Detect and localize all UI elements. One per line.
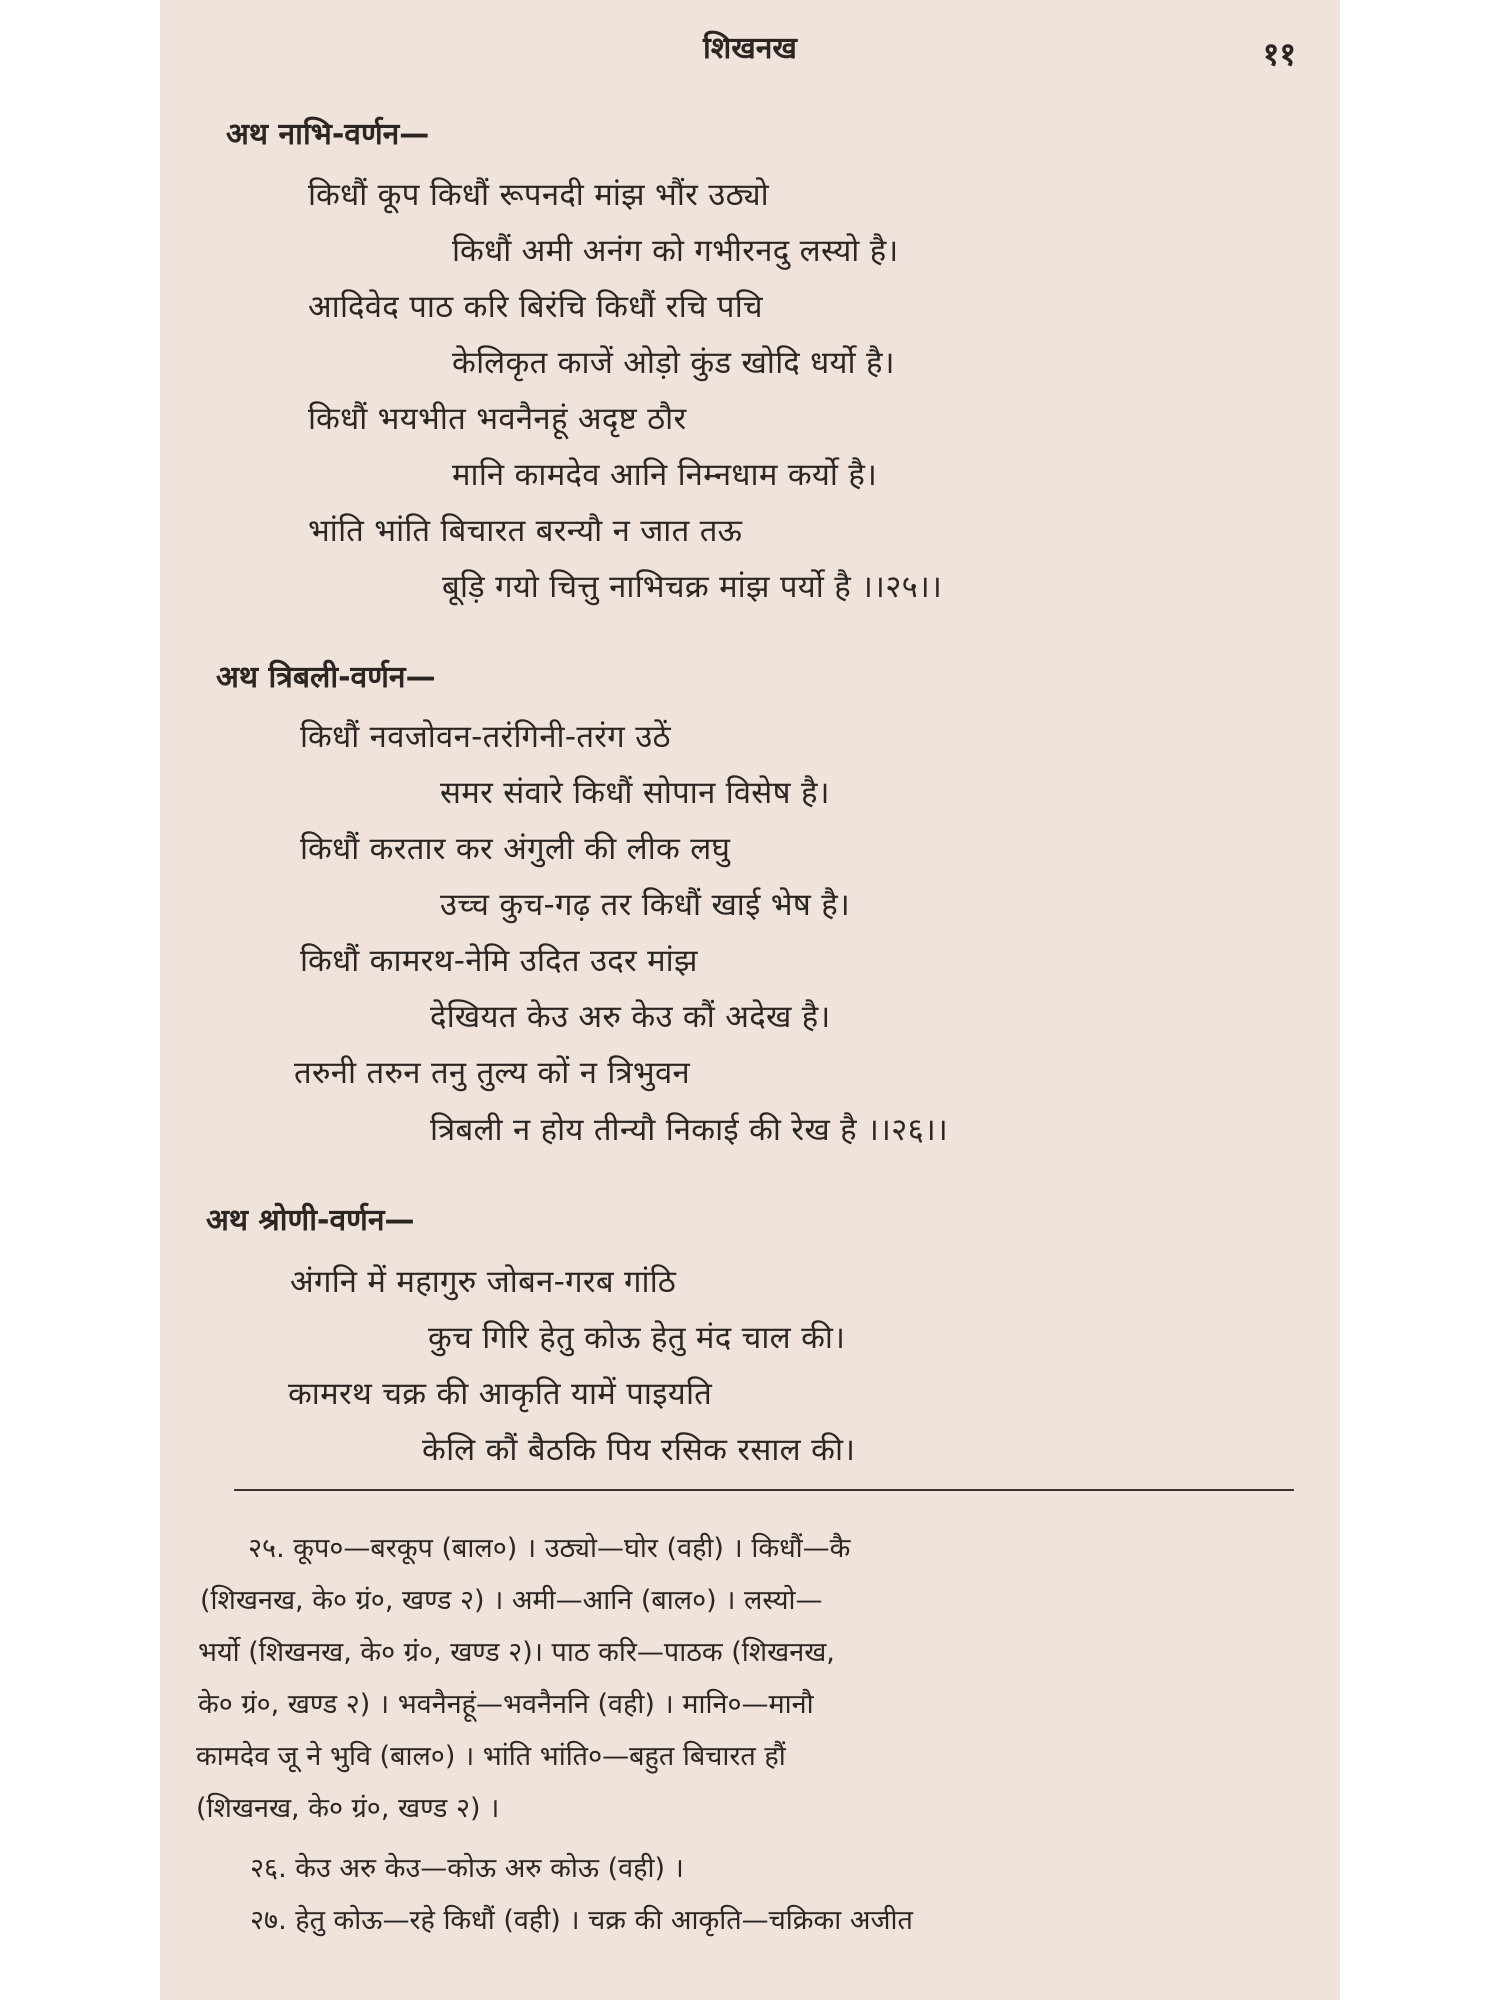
verse-line: कुच गिरि हेतु कोऊ हेतु मंद चाल की। xyxy=(428,1320,846,1356)
verse-line: समर संवारे किधौं सोपान विसेष है। xyxy=(440,775,830,811)
verse-line: भांति भांति बिचारत बरन्यौ न जात तऊ xyxy=(308,513,743,549)
verse-line: केलि कौं बैठकि पिय रसिक रसाल की। xyxy=(422,1432,856,1468)
footnote-divider xyxy=(234,1489,1294,1491)
verse-line: किधौं अमी अनंग को गभीरनदु लस्यो है। xyxy=(452,233,899,269)
verse-line: त्रिबली न होय तीन्यौ निकाई की रेख है ।।२६।। xyxy=(430,1112,949,1148)
verse-line: तरुनी तरुन तनु तुल्य कों न त्रिभुवन xyxy=(294,1055,690,1091)
verse-line: किधौं कूप किधौं रूपनदी मांझ भौंर उठ्यो xyxy=(308,177,769,213)
verse-line: किधौं कामरथ-नेमि उदित उदर मांझ xyxy=(300,943,698,979)
running-header-title: शिखनख xyxy=(703,31,797,66)
verse-line: मानि कामदेव आनि निम्नधाम कर्यो है। xyxy=(452,457,878,493)
section-heading-nabhi: अथ नाभि-वर्णन— xyxy=(226,117,430,152)
verse-line: कामरथ चक्र की आकृति यामें पाइयति xyxy=(288,1376,713,1412)
book-page xyxy=(160,0,1340,2000)
verse-line: अंगनि में महागुरु जोबन-गरब गांठि xyxy=(290,1264,677,1300)
section-heading-shroni: अथ श्रोणी-वर्णन— xyxy=(206,1203,415,1238)
verse-line: उच्च कुच-गढ़ तर किधौं खाई भेष है। xyxy=(440,887,851,923)
footnote-line: २७. हेतु कोऊ—रहे किधौं (वही) । चक्र की आकृति—चक्रिका अजीत xyxy=(250,1905,913,1936)
footnote-line: २५. कूप०—बरकूप (बाल०) । उठ्यो—घोर (वही) । किधौं—कै xyxy=(248,1533,851,1564)
verse-line: किधौं करतार कर अंगुली की लीक लघु xyxy=(300,831,731,867)
footnote-line: (शिखनख, के० ग्रं०, खण्ड २) । xyxy=(196,1793,500,1824)
verse-line: किधौं नवजोवन-तरंगिनी-तरंग उठें xyxy=(300,719,671,755)
footnote-line: भर्यो (शिखनख, के० ग्रं०, खण्ड २)। पाठ करि—पाठक (शिखनख, xyxy=(198,1637,835,1668)
footnote-line: (शिखनख, के० ग्रं०, खण्ड २) । अमी—आनि (बाल०) । लस्यो— xyxy=(200,1585,823,1616)
verse-line: केलिकृत काजें ओड़ो कुंड खोदि धर्यो है। xyxy=(452,345,895,381)
verse-line: देखियत केउ अरु केउ कौं अदेख है। xyxy=(430,999,831,1035)
verse-line: किधौं भयभीत भवनैनहूं अदृष्ट ठौर xyxy=(308,401,687,437)
footnote-line: के० ग्रं०, खण्ड २) । भवनैनहूं—भवनैननि (वही) । मानि०—मानौ xyxy=(198,1689,814,1720)
verse-line: बूड़ि गयो चित्तु नाभिचक्र मांझ पर्यो है ।।२५।। xyxy=(442,569,943,605)
verse-line: आदिवेद पाठ करि बिरंचि किधौं रचि पचि xyxy=(308,289,763,325)
footnote-line: २६. केउ अरु केउ—कोऊ अरु कोऊ (वही) । xyxy=(250,1853,684,1884)
page-number: ११ xyxy=(1262,35,1296,73)
section-heading-tribali: अथ त्रिबली-वर्णन— xyxy=(216,660,436,695)
footnote-line: कामदेव जू ने भुवि (बाल०) । भांति भांति०—बहुत बिचारत हौं xyxy=(196,1741,786,1772)
